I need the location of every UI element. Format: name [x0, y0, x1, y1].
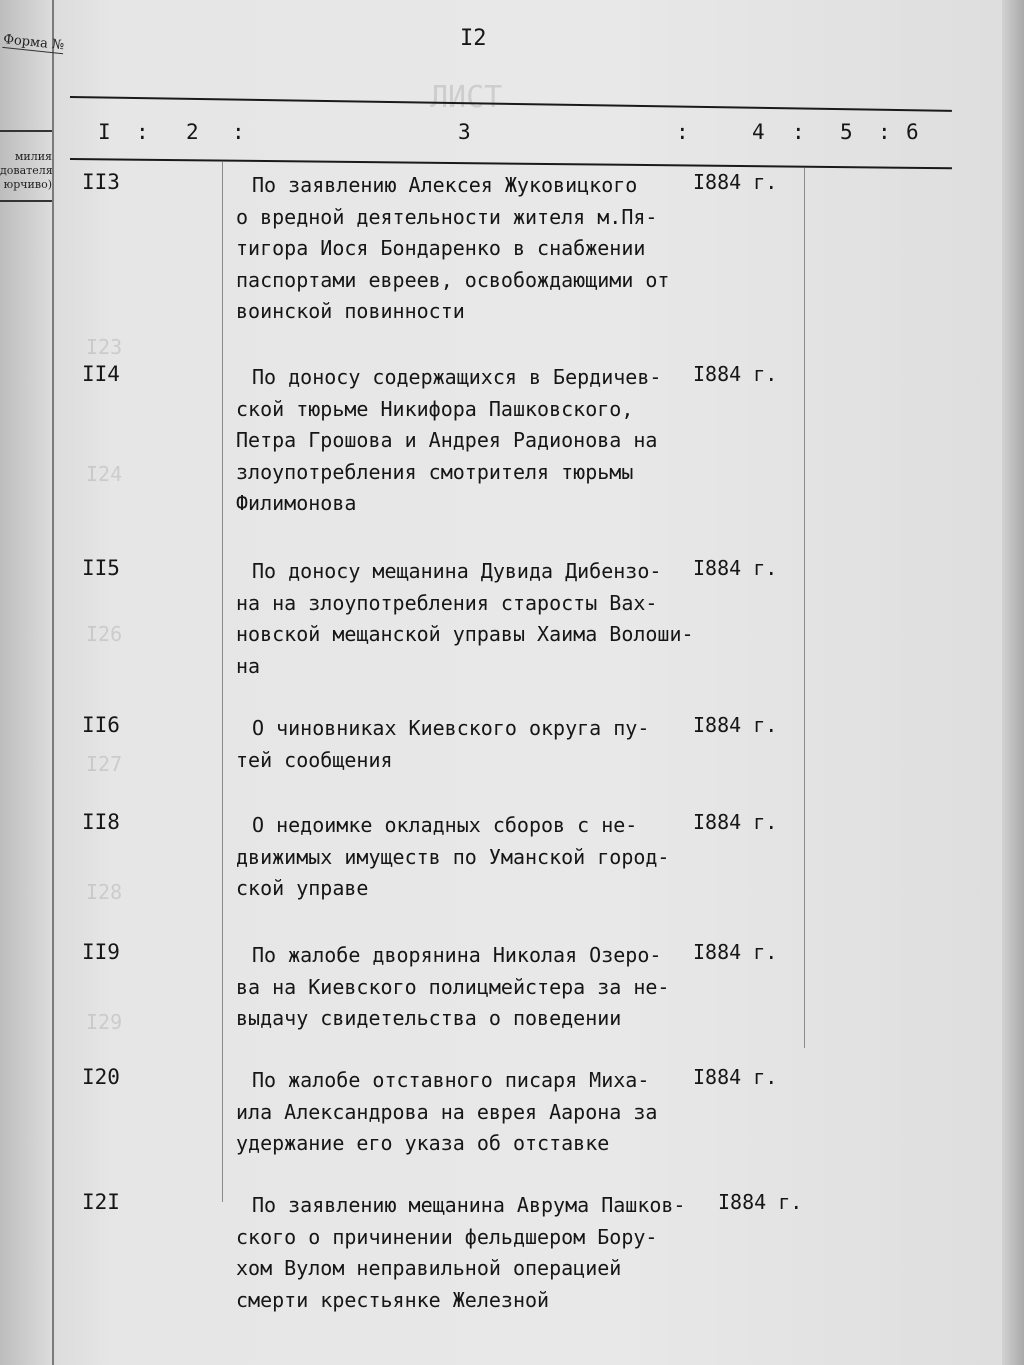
entry-year: I884 г. [693, 940, 778, 964]
column-number: 2 [186, 120, 199, 144]
entry-year: I884 г. [693, 1065, 778, 1089]
entry-number: I2I [82, 1190, 120, 1214]
column-number: 4 [752, 120, 765, 144]
entry-number: II3 [82, 170, 120, 194]
entry-text-line: Петра Грошова и Андрея Радионова на [236, 428, 658, 452]
column-separator: : [878, 120, 891, 144]
entry-text-line: на [236, 653, 261, 678]
entry-text-line: По заявлению мещанина Аврума Пашков- [252, 1193, 686, 1217]
entry-number: II4 [82, 362, 120, 386]
entry-text-line: на на злоупотребления старосты Вах- [236, 590, 658, 615]
column-number: 6 [906, 120, 919, 144]
entry-number: II6 [82, 713, 120, 737]
strip-rule-bottom [0, 200, 52, 202]
entry-number: II5 [82, 556, 120, 580]
column-number: 3 [458, 120, 471, 144]
entry-text-line: По доносу мещанина Дувида Дибензо- [252, 559, 662, 583]
entry-text-line: тей сообщения [236, 747, 393, 772]
entry-text-line: По жалобе отставного писаря Миха- [252, 1068, 650, 1092]
entry-text-line: смерти крестьянке Железной [236, 1287, 550, 1312]
forma-label: Форма № [2, 32, 65, 54]
entry-text-line: движимых имуществ по Уманской город- [236, 844, 670, 869]
entry-text-line: О недоимке окладных сборов с не- [252, 813, 638, 837]
entry-text-line: По жалобе дворянина Николая Озеро- [252, 943, 662, 967]
entry-year: I884 г. [693, 170, 778, 194]
entry-text-line: Филимонова [236, 491, 357, 515]
strip-column-label: милия дователя юрчиво) [0, 150, 53, 191]
entry-year: I884 г. [718, 1190, 803, 1214]
entry-text-line: О чиновниках Киевского округа пу- [252, 716, 650, 740]
entry-text-line: воинской повинности [236, 299, 465, 323]
entry-text-line: ила Александрова на еврея Аарона за [236, 1099, 658, 1124]
entry-year: I884 г. [693, 713, 778, 737]
entry-year: I884 г. [693, 556, 778, 580]
entry-text-line: тигора Иося Бондаренко в снабжении [236, 236, 646, 260]
entry-number: II8 [82, 810, 120, 834]
entry-text-line: выдачу свидетельства о поведении [236, 1006, 622, 1030]
entry-number: II9 [82, 940, 120, 964]
entry-text-line: хом Вулом неправильной операцией [236, 1256, 622, 1280]
entry-text-line: ского о причинении фельдшером Бору- [236, 1224, 658, 1249]
underlying-page-strip [0, 0, 65, 1365]
entry-text-line: о вредной деятельности жителя м.Пя- [236, 204, 658, 229]
entry-text-line: паспортами евреев, освобождающими от [236, 267, 670, 292]
column-number: I [98, 120, 111, 144]
entry-text-line: ской тюрьме Никифора Пашковского, [236, 396, 634, 421]
entry-text-line: По доносу содержащихся в Бердичев- [252, 365, 662, 389]
entry-text-line: удержание его указа об отставке [236, 1131, 610, 1155]
column-separator: : [676, 120, 689, 144]
entry-text-line: ской управе [236, 876, 369, 900]
page-edge-shadow [1002, 0, 1024, 1365]
entry-year: I884 г. [693, 810, 778, 834]
entry-text-line: По заявлению Алексея Жуковицкого [252, 173, 638, 197]
page-number: I2 [460, 26, 487, 51]
entry-year: I884 г. [693, 362, 778, 386]
column-separator: : [232, 120, 245, 144]
column-divider [222, 162, 223, 1202]
strip-rule-top [0, 130, 52, 132]
entry-text-line: ва на Киевского полицмейстера за не- [236, 974, 670, 999]
entry-text-line: новской мещанской управы Хаима Волоши- [236, 622, 694, 646]
column-separator: : [792, 120, 805, 144]
entry-text-line: злоупотребления смотрителя тюрьмы [236, 459, 634, 484]
column-divider [804, 168, 805, 1048]
entry-number: I20 [82, 1065, 120, 1089]
column-number: 5 [840, 120, 853, 144]
column-separator: : [136, 120, 149, 144]
